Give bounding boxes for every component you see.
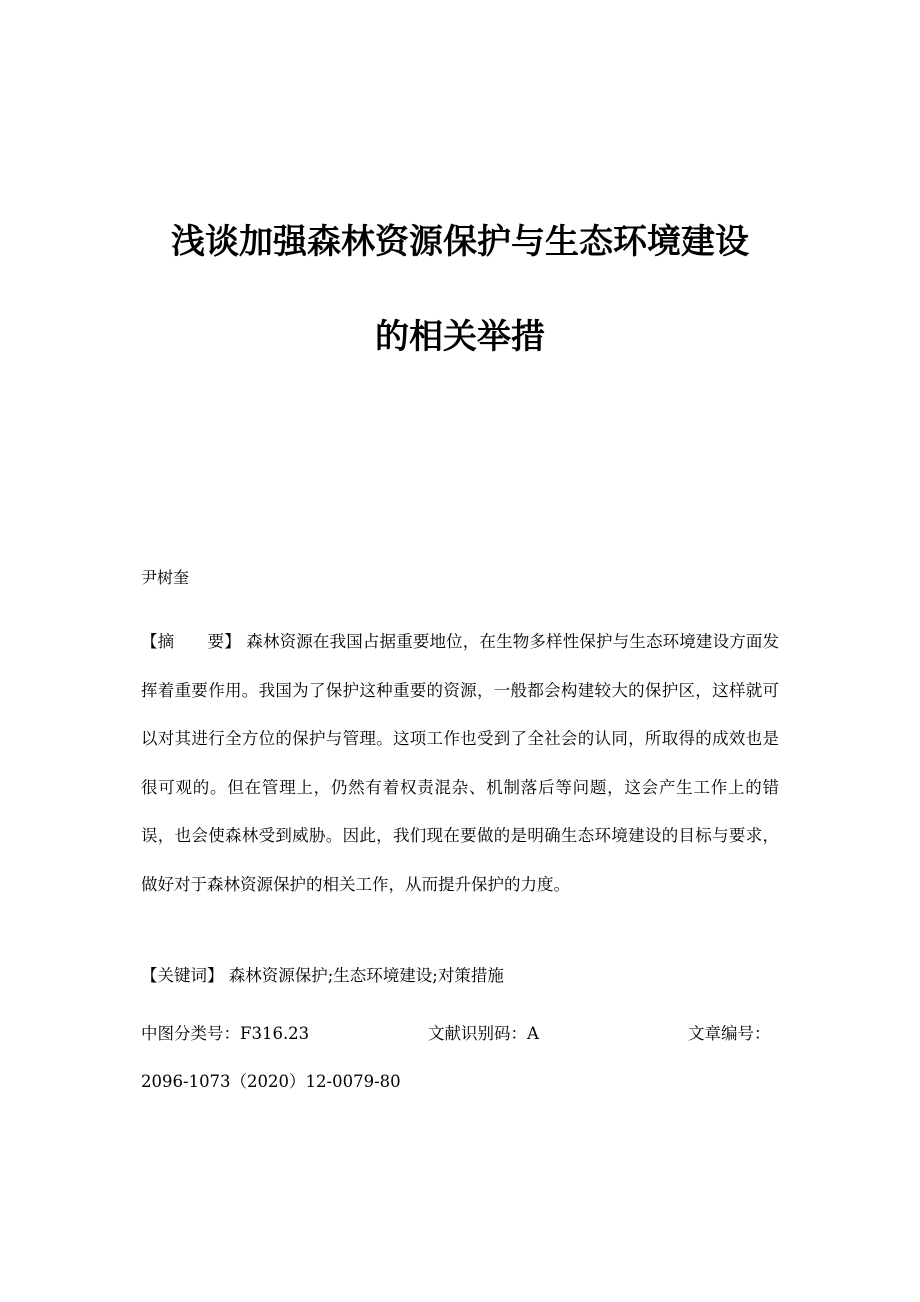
- abstract-paragraph: [141, 618, 779, 909]
- keywords-line: [141, 968, 504, 985]
- clc-number: 中图分类号：F316.23: [141, 1024, 310, 1043]
- author-name: 尹树奎: [141, 568, 190, 587]
- abstract-label: 【摘 要】: [141, 632, 241, 651]
- keywords-label: 【关键词】: [141, 966, 224, 985]
- article-number: 2096-1073（2020）12-0079-80: [141, 1072, 401, 1091]
- title-line-1: 浅谈加强森林资源保护与生态环境建设: [171, 222, 749, 262]
- keywords-text: 森林资源保护;生态环境建设;对策措施: [228, 966, 504, 985]
- document-code: 文献识别码：A: [428, 1024, 539, 1043]
- title-line-2: 的相关举措: [375, 317, 545, 357]
- abstract-text: 森林资源在我国占据重要地位，在生物多样性保护与生态环境建设方面发挥着重要作用。我国为了保护这种重要的资源，一般都会构建较大的保护区，这样就可以对其进行全方位的保护与管理。这项工作也受到了全社会的认同，所取得的成效也是很可观的。但在管理上，仍然有着权责混杂、机制落后等问题，这会产生工作上的错误，也会使森林受到威胁。因此，我们现在要做的是明确生态环境建设的目标与要求，做好对于森林资源保护的相关工作，从而提升保护的力度。: [141, 632, 780, 894]
- article-number-label: 文章编号：: [688, 1024, 771, 1043]
